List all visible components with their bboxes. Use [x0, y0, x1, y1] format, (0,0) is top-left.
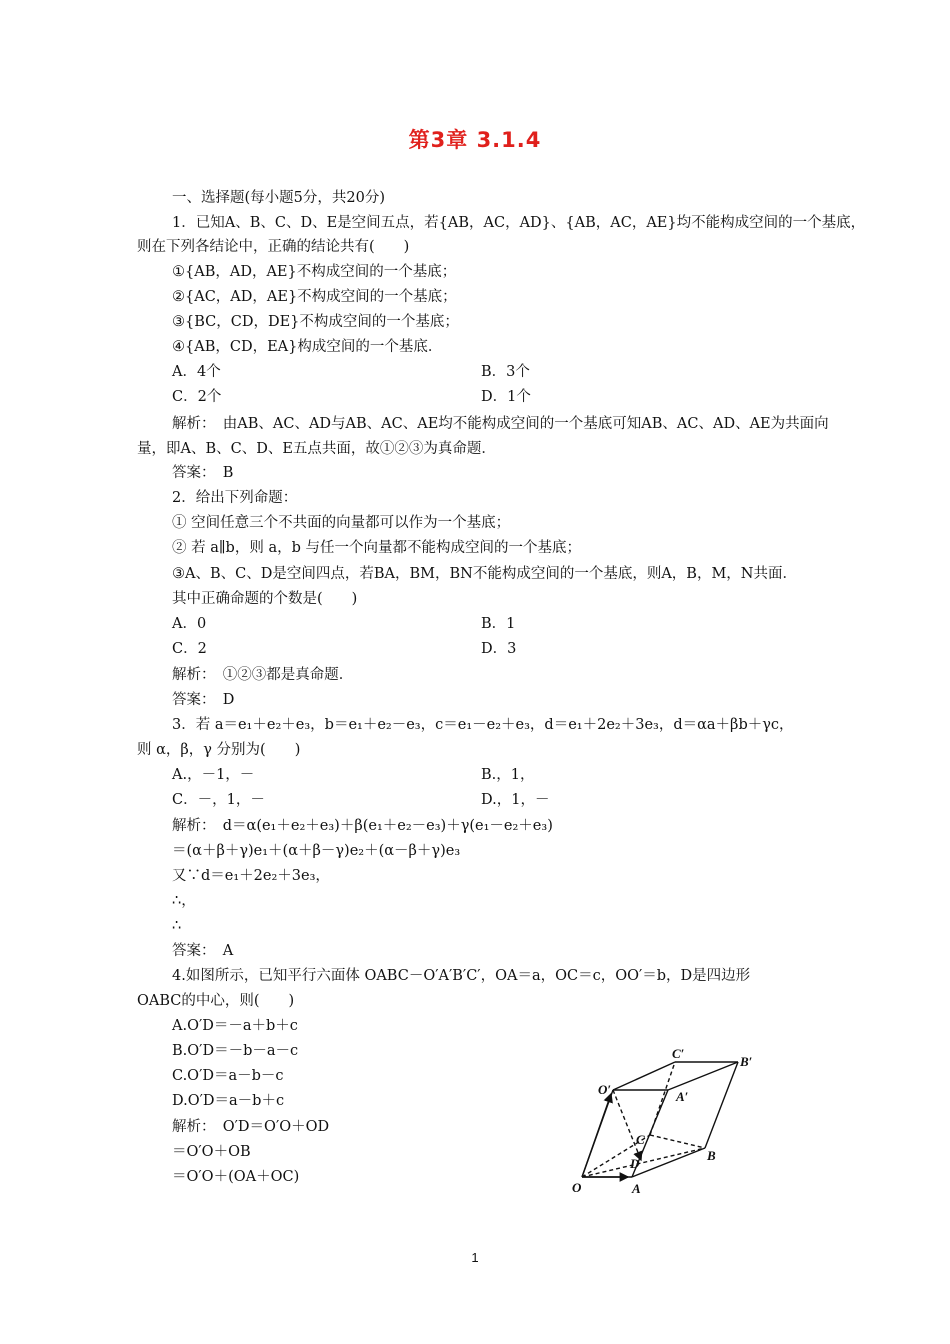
text-line: A．0 [172, 616, 207, 632]
text-line: 则 α，β，γ 分别为( ) [137, 742, 301, 758]
edge-A1B1 [668, 1062, 738, 1090]
text-line: C．－，1，－ [172, 792, 265, 808]
text-line: ∴， [172, 893, 196, 909]
text-line: 解析： d＝α(e₁＋e₂＋e₃)＋β(e₁＋e₂－e₃)＋γ(e₁－e₂＋e₃) [172, 818, 553, 834]
text-line: 4.如图所示，已知平行六面体 OABC－O′A′B′C′，OA＝a，OC＝c，OO′＝b，D是四边形 [172, 968, 751, 984]
text-line: ①{AB，AD，AE}不构成空间的一个基底； [172, 264, 457, 280]
text-line: ∴ [172, 918, 182, 934]
text-line: ＝O′O＋(OA＋OC) [172, 1169, 300, 1185]
text-line: 答案： D [172, 692, 235, 708]
text-line: 其中正确命题的个数是( ) [172, 591, 358, 607]
text-line: 一、选择题(每小题5分，共20分) [172, 190, 385, 206]
label-O: O [572, 1180, 582, 1195]
text-line: A．4个 [172, 364, 221, 380]
text-line: A.，－1，－ [172, 767, 255, 783]
text-line: 答案： B [172, 465, 234, 481]
text-line: 2．给出下列命题： [172, 490, 298, 506]
text-line: D.O′D＝a－b＋c [172, 1093, 285, 1109]
text-line: 解析： ①②③都是真命题． [172, 667, 354, 683]
text-line: ① 空间任意三个不共面的向量都可以作为一个基底； [172, 515, 511, 531]
text-line: A.O′D＝－a＋b＋c [172, 1018, 298, 1034]
text-line: B.O′D＝－b－a－c [172, 1043, 299, 1059]
label-D: D [630, 1156, 640, 1171]
page-title: 第3章 3.1.4 [408, 128, 542, 152]
edge-CB [650, 1135, 705, 1148]
text-line: C．2 [172, 641, 207, 657]
text-line: ② 若 a∥b，则 a，b 与任一个向量都不能构成空间的一个基底； [172, 540, 581, 556]
page-number: 1 [471, 1250, 479, 1265]
parallelepiped-figure [560, 1040, 790, 1200]
text-line: ＝O′O＋OB [172, 1144, 251, 1160]
text-line: 又∵d＝e₁＋2e₂＋3e₃， [172, 868, 330, 884]
text-line: ＝(α＋β＋γ)e₁＋(α＋β－γ)e₂＋(α－β＋γ)e₃ [172, 843, 461, 859]
text-line: C.O′D＝a－b－c [172, 1068, 284, 1084]
text-line: D．1个 [481, 389, 531, 405]
label-A-prime: A′ [676, 1089, 689, 1104]
label-C: C [636, 1132, 645, 1147]
label-C-prime: C′ [672, 1046, 685, 1061]
vector-OO1 [582, 1094, 611, 1177]
edge-BB1 [705, 1062, 738, 1148]
label-B: B [707, 1148, 716, 1163]
text-line: OABC的中心，则( ) [137, 993, 295, 1009]
text-line: B．3个 [481, 364, 530, 380]
text-line: ③{BC，CD，DE}不构成空间的一个基底； [172, 314, 459, 330]
text-line: ④{AB，CD，EA}构成空间的一个基底． [172, 339, 443, 355]
text-line: B.，1， [481, 767, 535, 783]
text-line: 解析： 由AB、AC、AD与AB、AC、AE均不能构成空间的一个基底可知AB、AC、AD、AE为共面向 [172, 416, 829, 432]
text-line: ③A、B、C、D是空间四点，若BA，BM，BN不能构成空间的一个基底，则A，B，M，N共面． [172, 566, 797, 582]
text-line: 量，即A、B、C、D、E五点共面，故①②③为真命题． [137, 441, 496, 457]
text-line: D.，1，－ [481, 792, 550, 808]
text-line: 3．若 a＝e₁＋e₂＋e₃，b＝e₁＋e₂－e₃，c＝e₁－e₂＋e₃，d＝e₁＋2e₂＋3e₃，d＝αa＋βb＋γc， [172, 717, 794, 733]
text-line: C．2个 [172, 389, 222, 405]
edge-O1C1 [613, 1062, 675, 1090]
text-line: 则在下列各结论中，正确的结论共有( ) [137, 239, 410, 255]
text-line: 1．已知A、B、C、D、E是空间五点，若{AB，AC，AD}、{AB，AC，AE}均不能构成空间的一个基底， [172, 215, 866, 231]
label-B-prime: B′ [740, 1054, 753, 1069]
text-line: D．3 [481, 641, 517, 657]
label-O-prime: O′ [598, 1082, 612, 1097]
label-A: A [632, 1181, 641, 1196]
text-line: ②{AC，AD，AE}不构成空间的一个基底； [172, 289, 457, 305]
text-line: 解析： O′D＝O′O＋OD [172, 1119, 330, 1135]
text-line: 答案： A [172, 943, 234, 959]
text-line: B．1 [481, 616, 516, 632]
